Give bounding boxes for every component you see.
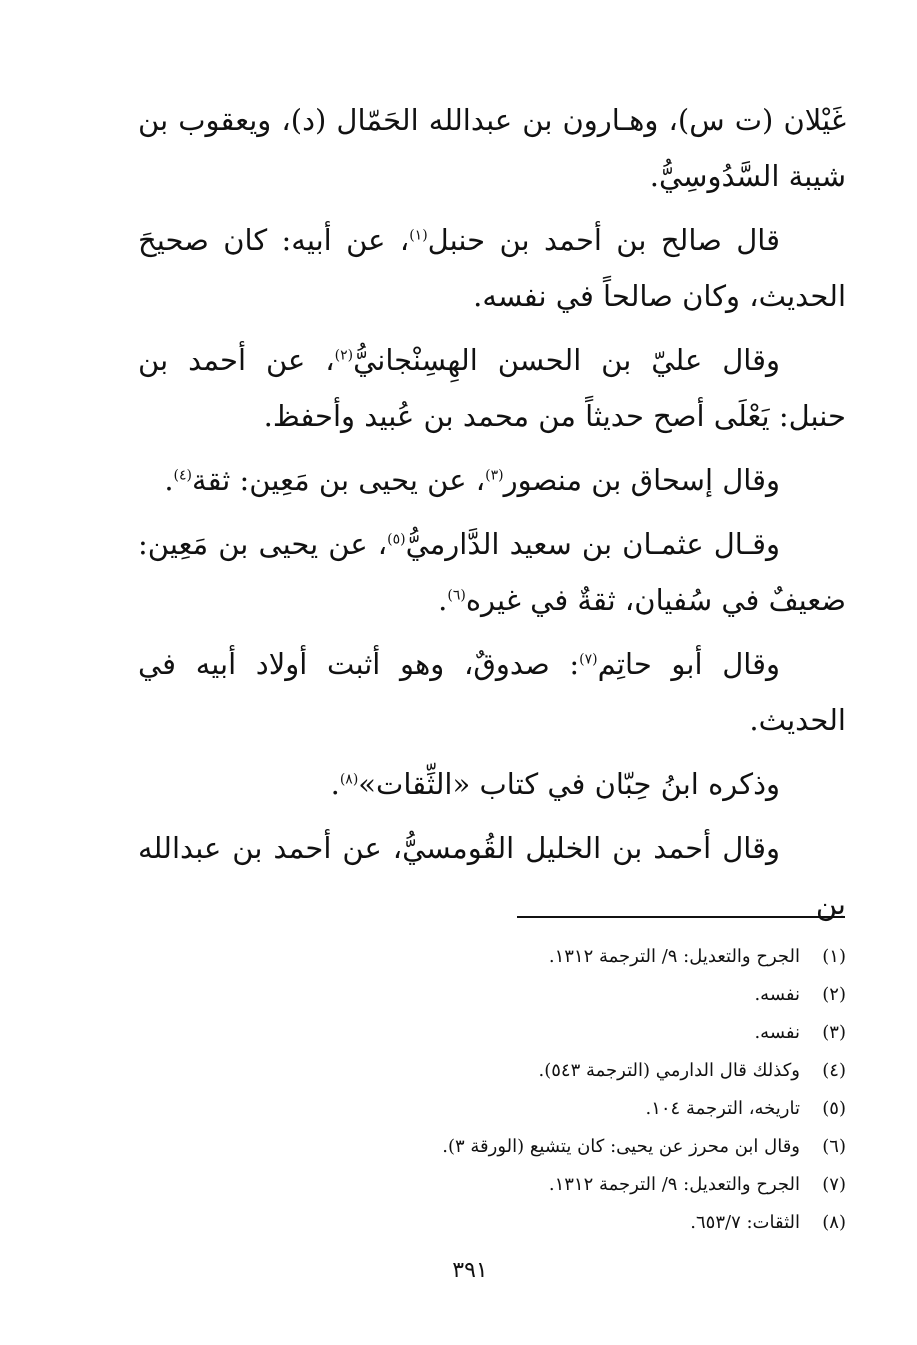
footnote-item	[300, 1128, 846, 1166]
paragraph-text: وقال أحمد بن الخليل القُومسيُّ، عن أحمد بن عبدالله بن	[138, 831, 846, 921]
footnote-number: (٤)	[822, 1060, 846, 1081]
footnote-item	[300, 976, 846, 1014]
footnote-ref[interactable]: (٤)	[173, 467, 193, 484]
footnote-ref[interactable]: (٧)	[579, 651, 598, 668]
footnote-text: نفسه.	[754, 1022, 800, 1043]
paragraph-text: .	[164, 463, 174, 497]
footnote-text: الجرح والتعديل: ٩/ الترجمة ١٣١٢.	[548, 946, 800, 967]
footnote-item	[300, 1090, 846, 1128]
footnote-text: تاريخه، الترجمة ١٠٤.	[645, 1098, 800, 1119]
paragraph-7	[138, 756, 846, 812]
footnote-item	[300, 1014, 846, 1052]
footnote-number: (٥)	[822, 1098, 846, 1119]
paragraph-text: قال صالح بن أحمد بن حنبل	[427, 223, 780, 257]
paragraph-1	[138, 92, 846, 204]
footnote-item	[300, 1052, 846, 1090]
paragraph-text: : صدوقٌ، وهو أثبت أولاد أبيه في الحديث.	[138, 647, 846, 737]
paragraph-2	[138, 212, 846, 324]
footnote-ref[interactable]: (٦)	[447, 587, 466, 604]
footnote-number: (٣)	[822, 1022, 846, 1043]
page-number: ٣٩١	[452, 1258, 488, 1283]
footnote-text: الجرح والتعديل: ٩/ الترجمة ١٣١٢.	[548, 1174, 800, 1195]
paragraph-4	[138, 452, 846, 508]
paragraph-3	[138, 332, 846, 444]
paragraph-text: .	[330, 767, 340, 801]
footnote-text: وكذلك قال الدارمي (الترجمة ٥٤٣).	[538, 1060, 800, 1081]
main-text	[138, 92, 846, 940]
paragraph-text: غَيْلان (ت س)، وهـارون بن عبدالله الحَمّال (د)، ويعقوب بن شيبة السَّدُوسِيُّ.	[138, 103, 846, 193]
paragraph-5	[138, 516, 846, 628]
footnote-item	[300, 1166, 846, 1204]
paragraph-text: وقال أبو حاتِم	[597, 647, 780, 681]
footnote-ref[interactable]: (١)	[409, 227, 428, 244]
paragraph-text: وقال إسحاق بن منصور	[503, 463, 780, 497]
footnote-number: (١)	[822, 946, 846, 967]
footnote-ref[interactable]: (٨)	[339, 771, 359, 788]
footnote-number: (٢)	[822, 984, 846, 1005]
footnote-text: نفسه.	[754, 984, 800, 1005]
footnote-number: (٧)	[822, 1174, 846, 1195]
footnote-ref[interactable]: (٣)	[485, 467, 504, 484]
footnote-divider	[517, 916, 845, 918]
paragraph-text: وذكره ابنُ حِبّان في كتاب «الثِّقات»	[358, 767, 780, 801]
paragraph-text: .	[438, 583, 448, 617]
footnote-ref[interactable]: (٥)	[387, 531, 406, 548]
paragraph-text: ، عن يحيى بن مَعِين: ضعيفٌ في سُفيان، ثقةٌ في غيره	[138, 527, 846, 617]
footnote-text: الثقات: ٦٥٣/٧.	[690, 1212, 800, 1233]
footnote-text: وقال ابن محرز عن يحيى: كان يتشيع (الورقة ٣).	[442, 1136, 800, 1157]
footnote-item	[300, 1204, 846, 1242]
footnote-number: (٦)	[822, 1136, 846, 1157]
paragraph-text: ، عن أحمد بن حنبل: يَعْلَى أصح حديثاً من محمد بن عُبيد وأحفظ.	[138, 343, 846, 433]
paragraph-text: ، عن يحيى بن مَعِين: ثقة	[192, 463, 486, 497]
footnote-ref[interactable]: (٢)	[334, 347, 354, 364]
paragraph-text: وقـال عثمـان بن سعيد الدَّارميُّ	[405, 527, 780, 561]
paragraph-text: ، عن أبيه: كان صحيحَ الحديث، وكان صالحاً في نفسه.	[138, 223, 846, 313]
footnotes	[300, 938, 846, 1242]
footnote-item	[300, 938, 846, 976]
paragraph-6	[138, 636, 846, 748]
footnote-number: (٨)	[822, 1212, 846, 1233]
paragraph-text: وقال عليّ بن الحسن الهِسِنْجانيُّ	[353, 343, 781, 377]
